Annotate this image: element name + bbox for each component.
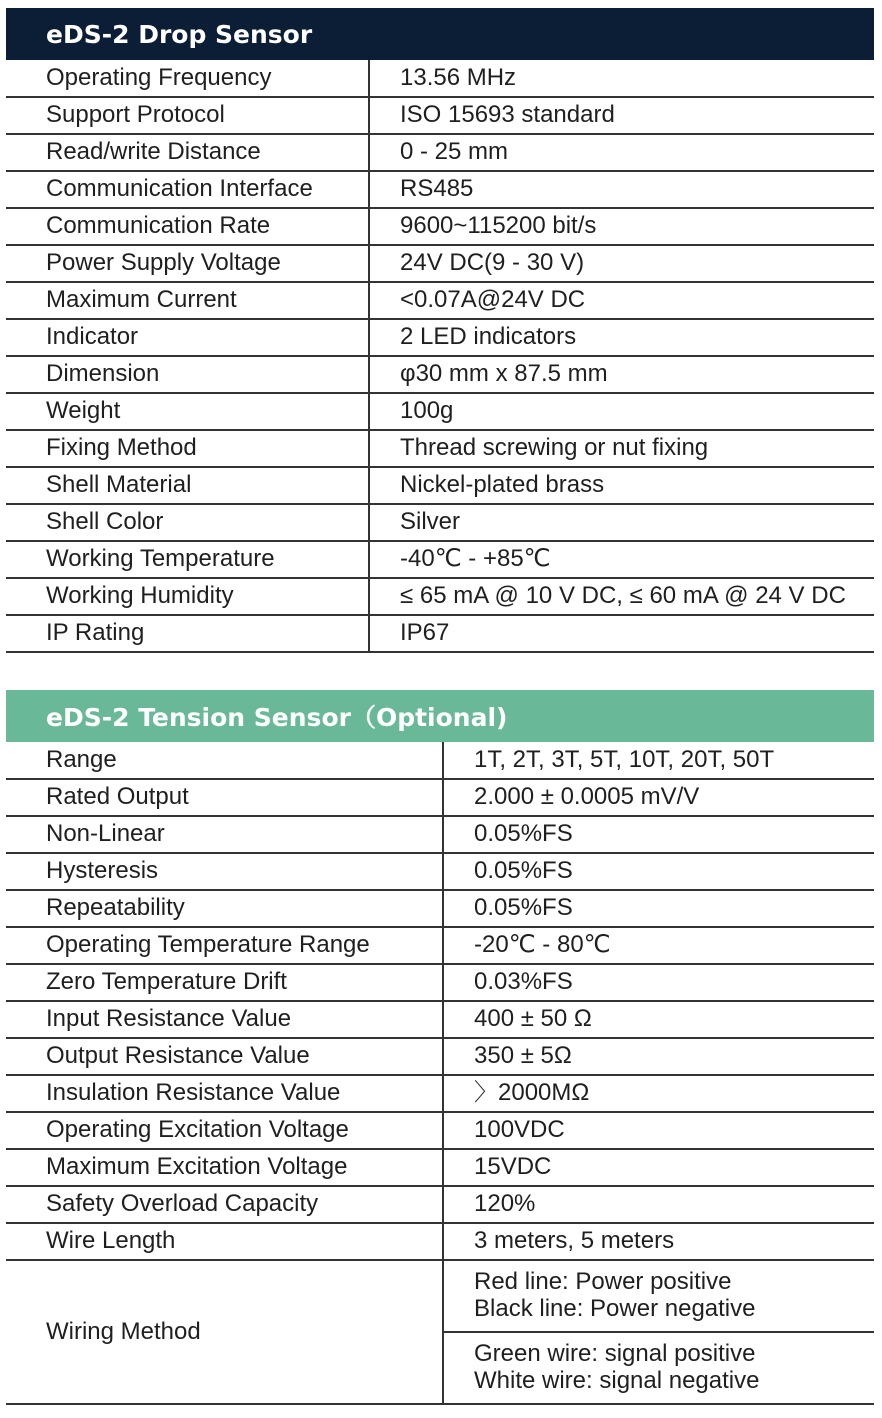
spec-value: 2.000 ± 0.0005 mV/V [443,779,874,816]
spec-label: Wiring Method [6,1260,443,1404]
spec-value: <0.07A@24V DC [369,282,874,319]
table-row [6,578,874,615]
spec-label: IP Rating [6,615,369,652]
spec-label: Fixing Method [6,430,369,467]
spec-value: 100g [369,393,874,430]
table-row-wiring [6,1260,874,1332]
table-row [6,964,874,1001]
table-row [6,1186,874,1223]
spec-label: Maximum Excitation Voltage [6,1149,443,1186]
spec-label: Communication Interface [6,171,369,208]
spec-value: 〉2000MΩ [443,1075,874,1112]
spec-label: Communication Rate [6,208,369,245]
table-row [6,208,874,245]
spec-value: 13.56 MHz [369,60,874,97]
spec-value: 9600~115200 bit/s [369,208,874,245]
spec-label: Support Protocol [6,97,369,134]
table-row [6,393,874,430]
table-row [6,356,874,393]
table-row [6,1075,874,1112]
spec-value: 0.05%FS [443,816,874,853]
spec-value: 24V DC(9 - 30 V) [369,245,874,282]
drop-sensor-section [6,8,874,653]
tension-sensor-header: eDS-2 Tension Sensor（Optional) [6,690,874,742]
spec-value: 400 ± 50 Ω [443,1001,874,1038]
spec-label: Power Supply Voltage [6,245,369,282]
table-row [6,97,874,134]
spec-value: φ30 mm x 87.5 mm [369,356,874,393]
tension-sensor-table [6,742,874,1405]
spec-value: RS485 [369,171,874,208]
spec-label: Read/write Distance [6,134,369,171]
spec-label: Insulation Resistance Value [6,1075,443,1112]
spec-value: 0.05%FS [443,853,874,890]
table-row [6,615,874,652]
spec-value: Nickel-plated brass [369,467,874,504]
spec-label: Non-Linear [6,816,443,853]
table-row [6,853,874,890]
spec-value-signal [443,1332,874,1404]
table-row [6,245,874,282]
spec-value: 0.05%FS [443,890,874,927]
spec-value: 3 meters, 5 meters [443,1223,874,1260]
table-row [6,1223,874,1260]
spec-label: Operating Temperature Range [6,927,443,964]
table-row [6,171,874,208]
spec-label: Zero Temperature Drift [6,964,443,1001]
drop-sensor-header: eDS-2 Drop Sensor [6,8,874,60]
table-row [6,467,874,504]
spec-value: 1T, 2T, 3T, 5T, 10T, 20T, 50T [443,742,874,779]
spec-label: Shell Material [6,467,369,504]
spec-value: 0 - 25 mm [369,134,874,171]
spec-label: Indicator [6,319,369,356]
spec-label: Shell Color [6,504,369,541]
spec-value: 350 ± 5Ω [443,1038,874,1075]
table-row [6,541,874,578]
table-row [6,890,874,927]
spec-value: 100VDC [443,1112,874,1149]
spec-label: Output Resistance Value [6,1038,443,1075]
table-row [6,779,874,816]
spec-label: Maximum Current [6,282,369,319]
spec-label: Input Resistance Value [6,1001,443,1038]
spec-label: Hysteresis [6,853,443,890]
spec-value: 15VDC [443,1149,874,1186]
spec-label: Working Humidity [6,578,369,615]
table-row [6,1149,874,1186]
spec-label: Wire Length [6,1223,443,1260]
spec-label: Range [6,742,443,779]
table-row [6,927,874,964]
spec-value: 120% [443,1186,874,1223]
spec-value: IP67 [369,615,874,652]
table-row [6,134,874,171]
drop-sensor-table [6,60,874,653]
spec-value: 0.03%FS [443,964,874,1001]
spec-value: -40℃ - +85℃ [369,541,874,578]
table-row [6,1112,874,1149]
spec-value: -20℃ - 80℃ [443,927,874,964]
signal-negative-text: White wire: signal negative [474,1367,760,1394]
tension-sensor-section [6,690,874,1405]
table-row [6,504,874,541]
spec-value: Silver [369,504,874,541]
table-row [6,1038,874,1075]
table-row [6,60,874,97]
table-row [6,1001,874,1038]
spec-value: ISO 15693 standard [369,97,874,134]
spec-label: Operating Excitation Voltage [6,1112,443,1149]
table-row [6,319,874,356]
table-row [6,430,874,467]
spec-value: Thread screwing or nut fixing [369,430,874,467]
spec-value: ≤ 65 mA @ 10 V DC, ≤ 60 mA @ 24 V DC [369,578,874,615]
signal-positive-text: Green wire: signal positive [474,1340,756,1368]
spec-label: Operating Frequency [6,60,369,97]
table-row [6,816,874,853]
spec-label: Repeatability [6,890,443,927]
power-negative-text: Black line: Power negative [474,1295,756,1322]
spec-label: Rated Output [6,779,443,816]
spec-label: Safety Overload Capacity [6,1186,443,1223]
spec-label: Dimension [6,356,369,393]
table-row [6,742,874,779]
table-row [6,282,874,319]
spec-label: Weight [6,393,369,430]
spec-label: Working Temperature [6,541,369,578]
power-positive-text: Red line: Power positive [474,1268,732,1296]
spec-value: 2 LED indicators [369,319,874,356]
spec-value-power [443,1260,874,1332]
